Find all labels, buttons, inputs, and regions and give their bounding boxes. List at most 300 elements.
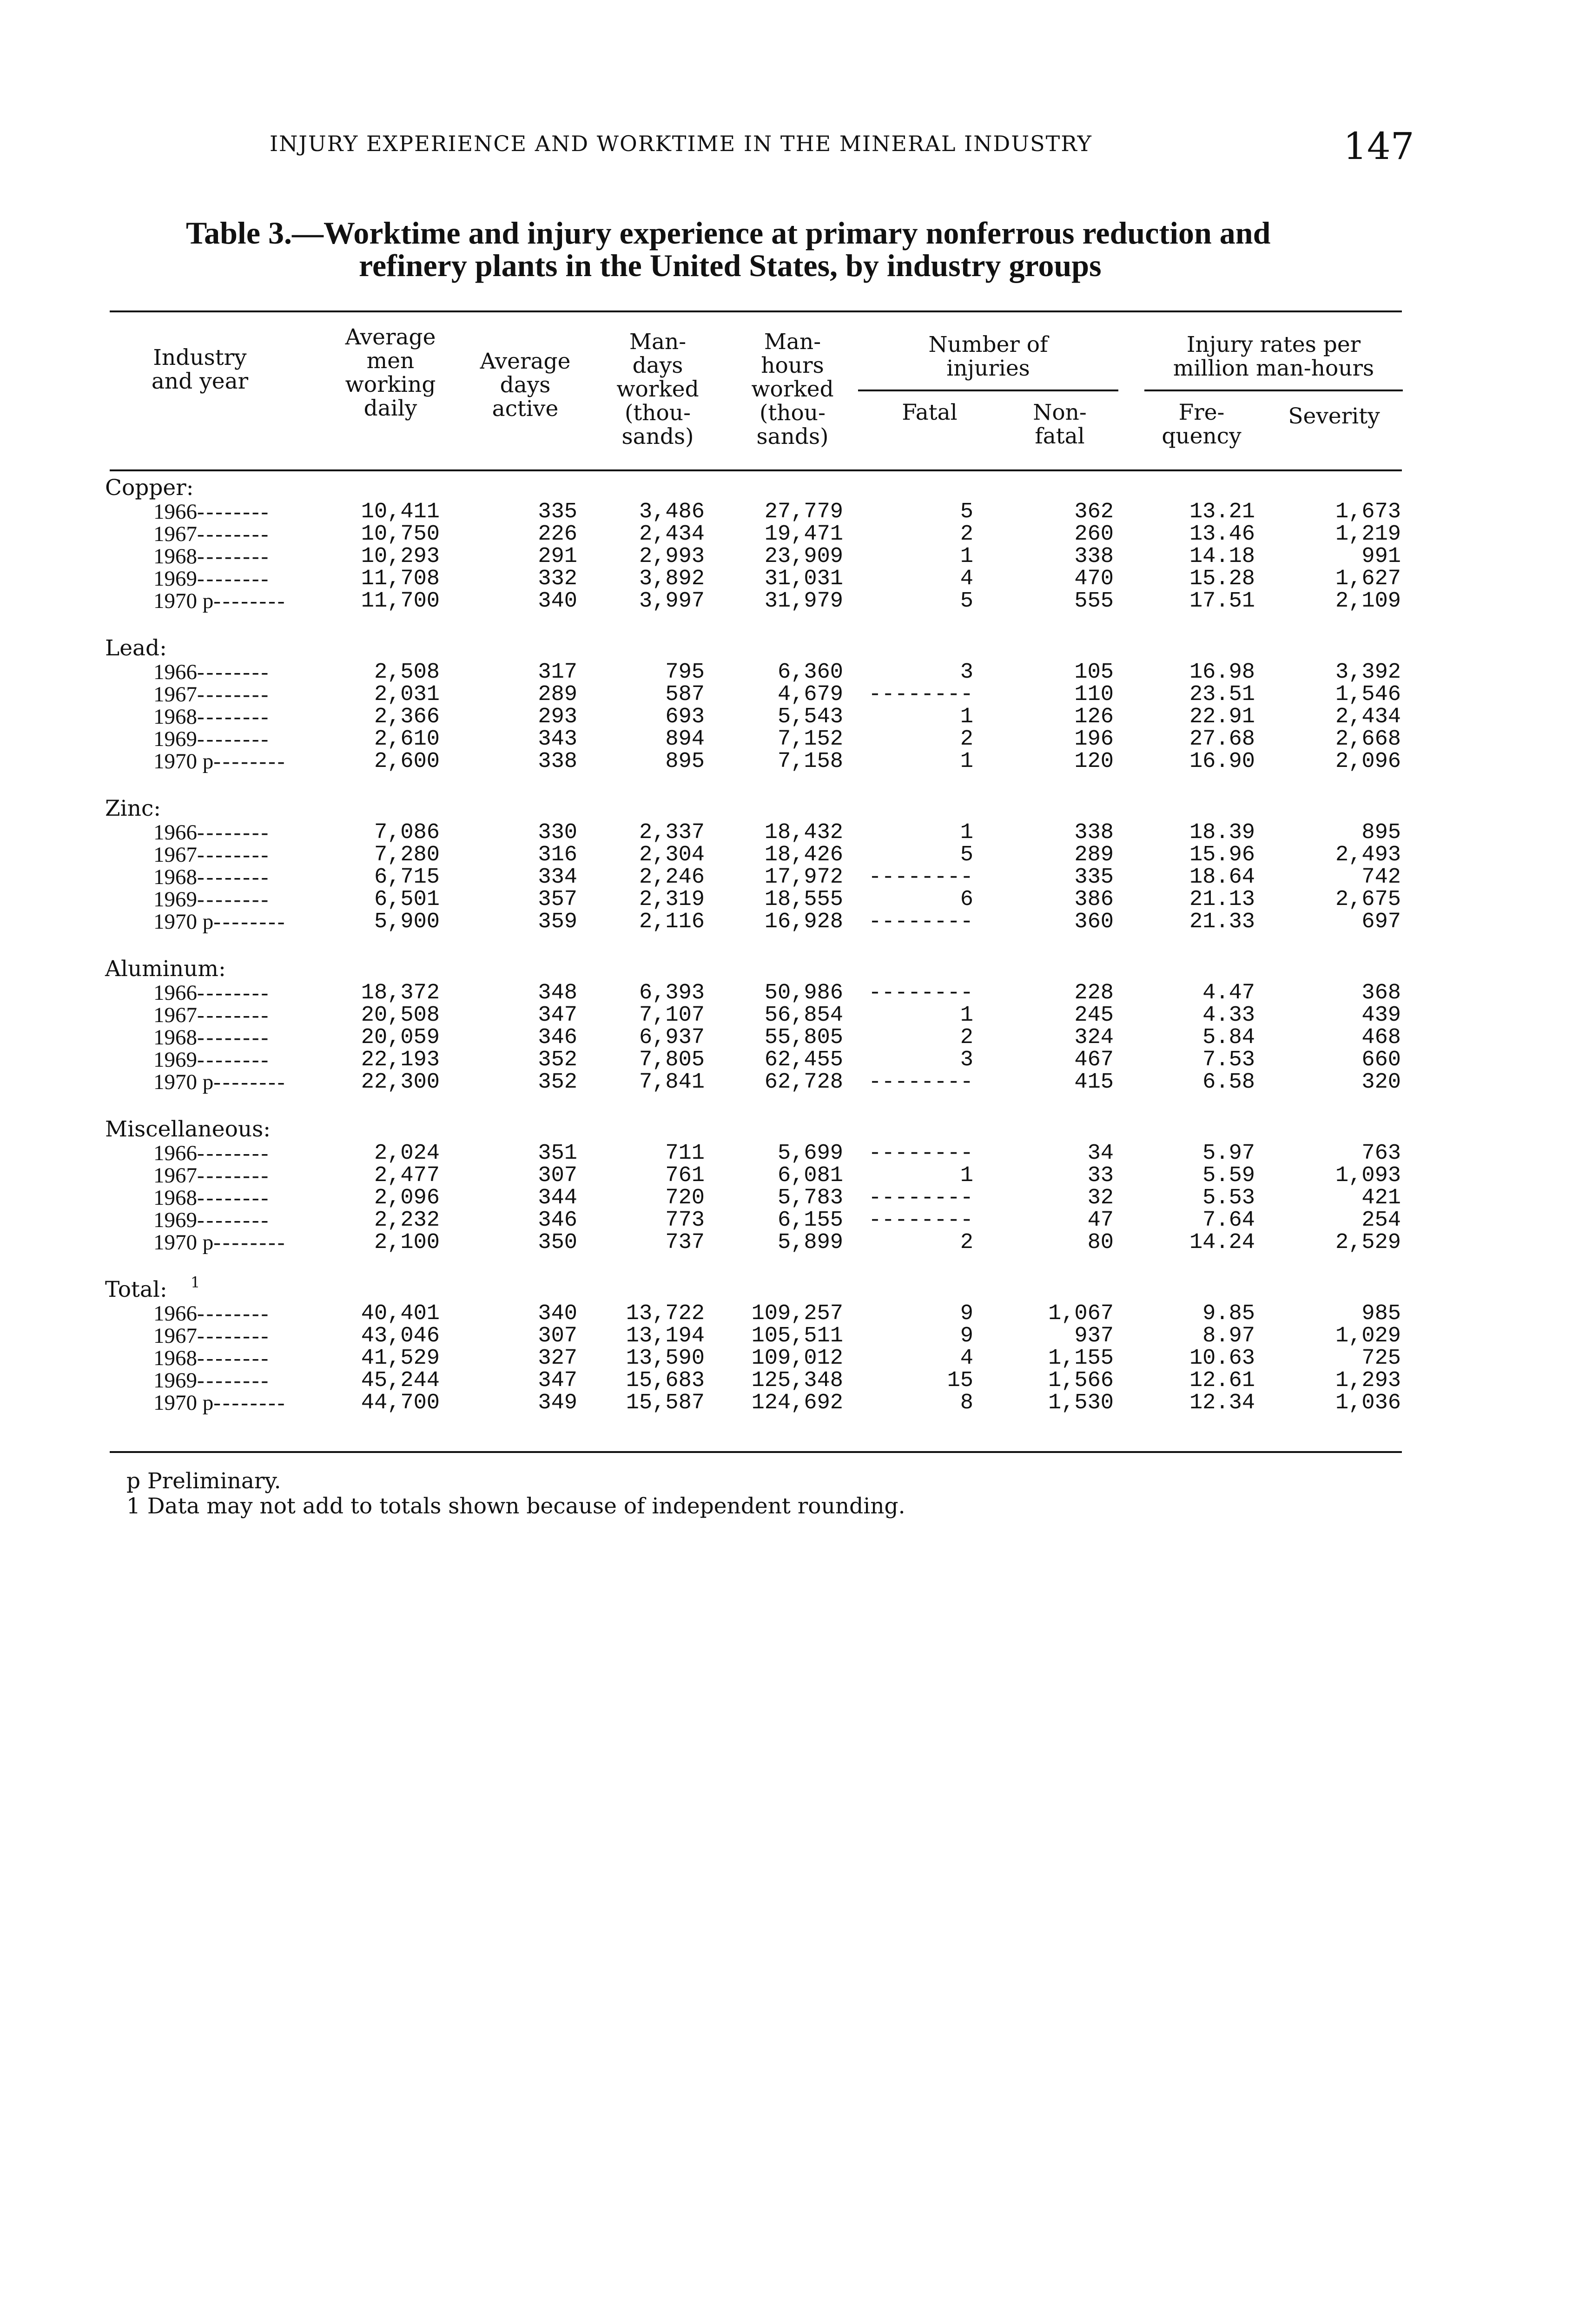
footnotes xyxy=(126,1469,905,1519)
cell-nonfatal: 338 xyxy=(1074,820,1114,845)
cell-fatal: 1 xyxy=(960,749,973,774)
dot-leader: -------- xyxy=(197,1142,271,1165)
cell-sev: 368 xyxy=(1361,981,1401,1005)
cell-mandays: 895 xyxy=(665,749,705,774)
col-header-men: Average men working daily xyxy=(345,324,436,421)
cell-days: 316 xyxy=(538,843,577,867)
cell-mandays: 720 xyxy=(665,1186,705,1210)
cell-nonfatal: 33 xyxy=(1087,1163,1114,1188)
cell-nonfatal: 260 xyxy=(1074,522,1114,547)
cell-freq: 8.97 xyxy=(1202,1324,1255,1348)
cell-nonfatal: 105 xyxy=(1074,660,1114,685)
cell-sev: 1,036 xyxy=(1335,1391,1401,1415)
cell-sev: 660 xyxy=(1361,1048,1401,1072)
table-row xyxy=(0,500,1572,524)
cell-fatal: 5 xyxy=(960,589,973,614)
group-name: Lead: xyxy=(105,635,167,661)
cell-fatal: -------- xyxy=(868,1070,973,1095)
cell-fatal: 4 xyxy=(960,567,973,591)
cell-manhours: 6,155 xyxy=(777,1208,843,1233)
cell-manhours: 105,511 xyxy=(751,1324,843,1348)
cell-nonfatal: 196 xyxy=(1074,727,1114,752)
year-label: 1968 xyxy=(153,545,197,568)
cell-mandays: 15,587 xyxy=(626,1391,705,1415)
footnote-rounding: 1 Data may not add to totals shown because of independent rounding. xyxy=(126,1493,905,1519)
cell-freq: 4.33 xyxy=(1202,1003,1255,1028)
cell-nonfatal: 110 xyxy=(1074,682,1114,707)
year-label: 1967 xyxy=(153,1164,197,1188)
cell-days: 334 xyxy=(538,865,577,890)
cell-sev: 991 xyxy=(1361,544,1401,569)
cell-men: 2,232 xyxy=(374,1208,440,1233)
year-label: 1970 p xyxy=(153,1391,214,1415)
dot-leader: -------- xyxy=(213,1070,287,1094)
cell-mandays: 13,722 xyxy=(626,1301,705,1326)
cell-freq: 22.91 xyxy=(1189,705,1255,729)
cell-men: 5,900 xyxy=(374,910,440,934)
group-miscellaneous xyxy=(0,1117,1572,1278)
year-label: 1968 xyxy=(153,705,197,729)
year-label: 1970 p xyxy=(153,1231,214,1254)
cell-sev: 1,673 xyxy=(1335,500,1401,524)
col-header-rates: Injury rates per million man-hours xyxy=(1173,332,1374,381)
cell-freq: 9.85 xyxy=(1202,1301,1255,1326)
group-copper xyxy=(0,476,1572,636)
cell-men: 7,280 xyxy=(374,843,440,867)
cell-manhours: 6,081 xyxy=(777,1163,843,1188)
cell-sev: 985 xyxy=(1361,1301,1401,1326)
cell-manhours: 50,986 xyxy=(764,981,843,1005)
cell-manhours: 109,257 xyxy=(751,1301,843,1326)
cell-men: 2,024 xyxy=(374,1141,440,1166)
cell-freq: 6.58 xyxy=(1202,1070,1255,1095)
cell-mandays: 6,937 xyxy=(639,1025,705,1050)
cell-manhours: 5,783 xyxy=(777,1186,843,1210)
dot-leader: -------- xyxy=(213,910,287,934)
cell-men: 22,193 xyxy=(361,1048,440,1072)
table-row xyxy=(0,910,1572,934)
table-row xyxy=(0,727,1572,751)
cell-freq: 17.51 xyxy=(1189,589,1255,614)
dot-leader: -------- xyxy=(197,567,271,591)
cell-days: 307 xyxy=(538,1324,577,1348)
cell-mandays: 3,486 xyxy=(639,500,705,524)
cell-freq: 14.18 xyxy=(1189,544,1255,569)
dot-leader: -------- xyxy=(197,545,271,568)
cell-mandays: 894 xyxy=(665,727,705,752)
cell-freq: 27.68 xyxy=(1189,727,1255,752)
cell-men: 40,401 xyxy=(361,1301,440,1326)
cell-fatal: 9 xyxy=(960,1301,973,1326)
cell-days: 332 xyxy=(538,567,577,591)
cell-nonfatal: 362 xyxy=(1074,500,1114,524)
table-row xyxy=(0,1164,1572,1188)
dot-leader: -------- xyxy=(197,1369,271,1393)
cell-days: 348 xyxy=(538,981,577,1005)
dot-leader: -------- xyxy=(197,1004,271,1027)
cell-sev: 725 xyxy=(1361,1346,1401,1371)
cell-manhours: 62,728 xyxy=(764,1070,843,1095)
cell-freq: 18.39 xyxy=(1189,820,1255,845)
year-label: 1968 xyxy=(153,1186,197,1210)
year-label: 1966 xyxy=(153,981,197,1005)
cell-fatal: 5 xyxy=(960,843,973,867)
cell-manhours: 5,543 xyxy=(777,705,843,729)
cell-days: 346 xyxy=(538,1208,577,1233)
cell-fatal: 2 xyxy=(960,727,973,752)
cell-freq: 21.33 xyxy=(1189,910,1255,934)
cell-days: 344 xyxy=(538,1186,577,1210)
year-label: 1967 xyxy=(153,522,197,546)
group-name: Zinc: xyxy=(105,796,161,821)
cell-mandays: 7,107 xyxy=(639,1003,705,1028)
running-head: INJURY EXPERIENCE AND WORKTIME IN THE MINERAL INDUSTRY xyxy=(270,131,1092,156)
cell-mandays: 3,892 xyxy=(639,567,705,591)
table-row xyxy=(0,1231,1572,1254)
dot-leader: -------- xyxy=(197,522,271,546)
cell-mandays: 7,805 xyxy=(639,1048,705,1072)
cell-manhours: 31,979 xyxy=(764,589,843,614)
group-lead xyxy=(0,636,1572,797)
cell-mandays: 711 xyxy=(665,1141,705,1166)
dot-leader: -------- xyxy=(213,589,287,613)
cell-manhours: 17,972 xyxy=(764,865,843,890)
cell-sev: 2,493 xyxy=(1335,843,1401,867)
dot-leader: -------- xyxy=(197,981,271,1005)
cell-fatal: 15 xyxy=(947,1368,973,1393)
cell-men: 11,700 xyxy=(361,589,440,614)
cell-men: 2,366 xyxy=(374,705,440,729)
dot-leader: -------- xyxy=(197,1324,271,1348)
cell-days: 343 xyxy=(538,727,577,752)
cell-days: 347 xyxy=(538,1368,577,1393)
cell-fatal: -------- xyxy=(868,1208,973,1233)
year-label: 1966 xyxy=(153,821,197,845)
cell-days: 327 xyxy=(538,1346,577,1371)
cell-manhours: 18,426 xyxy=(764,843,843,867)
table-row xyxy=(0,1070,1572,1094)
cell-freq: 16.98 xyxy=(1189,660,1255,685)
table-row xyxy=(0,545,1572,568)
year-label: 1967 xyxy=(153,843,197,867)
cell-sev: 1,627 xyxy=(1335,567,1401,591)
col-header-mandays: Man- days worked (thou- sands) xyxy=(616,329,699,449)
cell-freq: 13.21 xyxy=(1189,500,1255,524)
cell-manhours: 6,360 xyxy=(777,660,843,685)
cell-freq: 16.90 xyxy=(1189,749,1255,774)
cell-sev: 421 xyxy=(1361,1186,1401,1210)
table-row xyxy=(0,589,1572,613)
table-row xyxy=(0,981,1572,1005)
cell-freq: 23.51 xyxy=(1189,682,1255,707)
cell-sev: 763 xyxy=(1361,1141,1401,1166)
cell-mandays: 2,434 xyxy=(639,522,705,547)
table-row xyxy=(0,660,1572,684)
cell-nonfatal: 386 xyxy=(1074,887,1114,912)
cell-freq: 18.64 xyxy=(1189,865,1255,890)
cell-manhours: 5,699 xyxy=(777,1141,843,1166)
cell-fatal: 4 xyxy=(960,1346,973,1371)
dot-leader: -------- xyxy=(197,1186,271,1210)
dot-leader: -------- xyxy=(197,660,271,684)
cell-nonfatal: 120 xyxy=(1074,749,1114,774)
cell-manhours: 27,779 xyxy=(764,500,843,524)
rates-spanner-rule xyxy=(1144,390,1403,391)
cell-nonfatal: 34 xyxy=(1087,1141,1114,1166)
cell-days: 352 xyxy=(538,1070,577,1095)
year-label: 1970 p xyxy=(153,1070,214,1094)
cell-days: 291 xyxy=(538,544,577,569)
cell-mandays: 795 xyxy=(665,660,705,685)
col-header-fatal: Fatal xyxy=(902,400,958,425)
cell-nonfatal: 32 xyxy=(1087,1186,1114,1210)
header-bottom-rule xyxy=(110,469,1402,471)
cell-fatal: 3 xyxy=(960,1048,973,1072)
cell-men: 20,059 xyxy=(361,1025,440,1050)
cell-sev: 895 xyxy=(1361,820,1401,845)
year-label: 1968 xyxy=(153,865,197,889)
dot-leader: -------- xyxy=(197,821,271,845)
cell-freq: 15.96 xyxy=(1189,843,1255,867)
year-label: 1968 xyxy=(153,1026,197,1050)
cell-manhours: 5,899 xyxy=(777,1230,843,1255)
table-row xyxy=(0,821,1572,845)
cell-sev: 2,675 xyxy=(1335,887,1401,912)
year-label: 1967 xyxy=(153,683,197,706)
cell-sev: 742 xyxy=(1361,865,1401,890)
cell-fatal: 9 xyxy=(960,1324,973,1348)
cell-sev: 468 xyxy=(1361,1025,1401,1050)
cell-manhours: 19,471 xyxy=(764,522,843,547)
cell-days: 335 xyxy=(538,500,577,524)
table-title-line-1: Table 3.—Worktime and injury experience at primary nonferrous reduction and xyxy=(186,215,1271,251)
cell-sev: 3,392 xyxy=(1335,660,1401,685)
cell-sev: 320 xyxy=(1361,1070,1401,1095)
group-name: Total: xyxy=(105,1277,167,1302)
cell-fatal: 2 xyxy=(960,1025,973,1050)
cell-manhours: 23,909 xyxy=(764,544,843,569)
cell-sev: 1,029 xyxy=(1335,1324,1401,1348)
cell-men: 6,501 xyxy=(374,887,440,912)
year-label: 1969 xyxy=(153,1208,197,1232)
year-label: 1969 xyxy=(153,1048,197,1072)
group-total: Total: 1 1966-------- 40,401 340 13,722 109,257 9 1,067 9.85 985 1967-------- 43,046 307 13,194 105,511 9 937 8.97 1,029 1968-------- 41,529 327 13,590 109,012 4 1,155 10.63 725 1969-------- 45,244 347 15,683 125,348 15 1,566 12.61 1,293 1970 p-------- 44,700 349 15,587 124,692 8 1,530 12.34 1,036 xyxy=(0,1278,1572,1438)
dot-leader: -------- xyxy=(197,865,271,889)
cell-sev: 1,093 xyxy=(1335,1163,1401,1188)
cell-days: 307 xyxy=(538,1163,577,1188)
cell-nonfatal: 335 xyxy=(1074,865,1114,890)
cell-days: 351 xyxy=(538,1141,577,1166)
table-row xyxy=(0,843,1572,867)
table-row xyxy=(0,1026,1572,1050)
cell-days: 350 xyxy=(538,1230,577,1255)
cell-men: 2,600 xyxy=(374,749,440,774)
group-aluminum xyxy=(0,957,1572,1117)
cell-manhours: 16,928 xyxy=(764,910,843,934)
cell-men: 10,411 xyxy=(361,500,440,524)
cell-nonfatal: 1,530 xyxy=(1048,1391,1114,1415)
cell-mandays: 587 xyxy=(665,682,705,707)
cell-mandays: 7,841 xyxy=(639,1070,705,1095)
cell-men: 41,529 xyxy=(361,1346,440,1371)
cell-days: 346 xyxy=(538,1025,577,1050)
cell-manhours: 62,455 xyxy=(764,1048,843,1072)
table-row xyxy=(0,1302,1572,1326)
cell-men: 11,708 xyxy=(361,567,440,591)
cell-fatal: -------- xyxy=(868,1141,973,1166)
table-row xyxy=(0,1004,1572,1027)
page-number: 147 xyxy=(1343,125,1414,168)
cell-fatal: 1 xyxy=(960,705,973,729)
cell-mandays: 2,319 xyxy=(639,887,705,912)
cell-nonfatal: 80 xyxy=(1087,1230,1114,1255)
cell-mandays: 3,997 xyxy=(639,589,705,614)
cell-nonfatal: 47 xyxy=(1087,1208,1114,1233)
cell-fatal: 1 xyxy=(960,544,973,569)
cell-fatal: 1 xyxy=(960,1003,973,1028)
year-label: 1970 p xyxy=(153,750,214,773)
table-row xyxy=(0,1048,1572,1072)
table-row xyxy=(0,1208,1572,1232)
cell-freq: 12.34 xyxy=(1189,1391,1255,1415)
cell-men: 45,244 xyxy=(361,1368,440,1393)
cell-fatal: -------- xyxy=(868,865,973,890)
table-title xyxy=(186,217,1394,282)
cell-sev: 2,668 xyxy=(1335,727,1401,752)
cell-men: 20,508 xyxy=(361,1003,440,1028)
year-label: 1969 xyxy=(153,567,197,591)
cell-freq: 5.53 xyxy=(1202,1186,1255,1210)
col-header-days: Average days active xyxy=(480,349,571,422)
cell-manhours: 125,348 xyxy=(751,1368,843,1393)
cell-freq: 5.97 xyxy=(1202,1141,1255,1166)
cell-men: 10,750 xyxy=(361,522,440,547)
table-row xyxy=(0,683,1572,706)
table-row xyxy=(0,1347,1572,1370)
cell-sev: 254 xyxy=(1361,1208,1401,1233)
cell-sev: 2,529 xyxy=(1335,1230,1401,1255)
cell-nonfatal: 937 xyxy=(1074,1324,1114,1348)
cell-days: 340 xyxy=(538,589,577,614)
cell-nonfatal: 338 xyxy=(1074,544,1114,569)
dot-leader: -------- xyxy=(197,727,271,751)
table-row xyxy=(0,1391,1572,1415)
cell-sev: 1,546 xyxy=(1335,682,1401,707)
cell-manhours: 124,692 xyxy=(751,1391,843,1415)
table-row xyxy=(0,1186,1572,1210)
cell-men: 2,100 xyxy=(374,1230,440,1255)
col-header-industry: Industry and year xyxy=(151,345,249,394)
dot-leader: -------- xyxy=(197,1302,271,1326)
dot-leader: -------- xyxy=(197,1164,271,1188)
dot-leader: -------- xyxy=(197,683,271,706)
dot-leader: -------- xyxy=(197,500,271,524)
cell-fatal: 3 xyxy=(960,660,973,685)
cell-nonfatal: 245 xyxy=(1074,1003,1114,1028)
group-name: Miscellaneous: xyxy=(105,1116,271,1142)
table-row xyxy=(0,567,1572,591)
dot-leader: -------- xyxy=(197,1347,271,1370)
dot-leader: -------- xyxy=(197,888,271,911)
cell-days: 352 xyxy=(538,1048,577,1072)
cell-days: 226 xyxy=(538,522,577,547)
cell-manhours: 109,012 xyxy=(751,1346,843,1371)
cell-men: 2,477 xyxy=(374,1163,440,1188)
cell-manhours: 56,854 xyxy=(764,1003,843,1028)
cell-days: 330 xyxy=(538,820,577,845)
cell-days: 359 xyxy=(538,910,577,934)
cell-fatal: -------- xyxy=(868,981,973,1005)
cell-men: 18,372 xyxy=(361,981,440,1005)
col-header-injuries: Number of injuries xyxy=(928,332,1048,381)
cell-manhours: 55,805 xyxy=(764,1025,843,1050)
cell-mandays: 6,393 xyxy=(639,981,705,1005)
cell-freq: 5.84 xyxy=(1202,1025,1255,1050)
cell-men: 6,715 xyxy=(374,865,440,890)
cell-mandays: 693 xyxy=(665,705,705,729)
dot-leader: -------- xyxy=(197,1048,271,1072)
cell-nonfatal: 470 xyxy=(1074,567,1114,591)
cell-men: 2,031 xyxy=(374,682,440,707)
cell-manhours: 18,432 xyxy=(764,820,843,845)
table-bottom-rule xyxy=(110,1451,1402,1453)
group-name: Aluminum: xyxy=(105,956,226,982)
year-label: 1966 xyxy=(153,660,197,684)
table-row xyxy=(0,1369,1572,1393)
cell-days: 289 xyxy=(538,682,577,707)
cell-mandays: 2,304 xyxy=(639,843,705,867)
cell-nonfatal: 360 xyxy=(1074,910,1114,934)
cell-nonfatal: 1,067 xyxy=(1048,1301,1114,1326)
col-header-frequency: Fre- quency xyxy=(1162,400,1242,449)
cell-nonfatal: 289 xyxy=(1074,843,1114,867)
cell-sev: 2,434 xyxy=(1335,705,1401,729)
cell-sev: 439 xyxy=(1361,1003,1401,1028)
cell-days: 349 xyxy=(538,1391,577,1415)
year-label: 1966 xyxy=(153,1302,197,1326)
dot-leader: -------- xyxy=(213,1391,287,1415)
cell-days: 317 xyxy=(538,660,577,685)
cell-men: 43,046 xyxy=(361,1324,440,1348)
footnote-preliminary: p Preliminary. xyxy=(126,1468,281,1494)
dot-leader: -------- xyxy=(197,705,271,729)
cell-manhours: 31,031 xyxy=(764,567,843,591)
cell-days: 357 xyxy=(538,887,577,912)
cell-manhours: 18,555 xyxy=(764,887,843,912)
cell-mandays: 13,194 xyxy=(626,1324,705,1348)
cell-sev: 1,219 xyxy=(1335,522,1401,547)
table-row xyxy=(0,865,1572,889)
cell-fatal: 5 xyxy=(960,500,973,524)
table-top-rule xyxy=(110,310,1402,312)
cell-men: 7,086 xyxy=(374,820,440,845)
cell-nonfatal: 324 xyxy=(1074,1025,1114,1050)
cell-nonfatal: 1,566 xyxy=(1048,1368,1114,1393)
cell-sev: 697 xyxy=(1361,910,1401,934)
cell-days: 293 xyxy=(538,705,577,729)
cell-men: 10,293 xyxy=(361,544,440,569)
col-header-nonfatal: Non- fatal xyxy=(1033,400,1087,449)
cell-freq: 21.13 xyxy=(1189,887,1255,912)
cell-fatal: -------- xyxy=(868,1186,973,1210)
injuries-spanner-rule xyxy=(858,390,1118,391)
cell-mandays: 737 xyxy=(665,1230,705,1255)
cell-men: 2,610 xyxy=(374,727,440,752)
cell-mandays: 761 xyxy=(665,1163,705,1188)
table-row xyxy=(0,522,1572,546)
dot-leader: -------- xyxy=(197,1208,271,1232)
cell-fatal: -------- xyxy=(868,910,973,934)
